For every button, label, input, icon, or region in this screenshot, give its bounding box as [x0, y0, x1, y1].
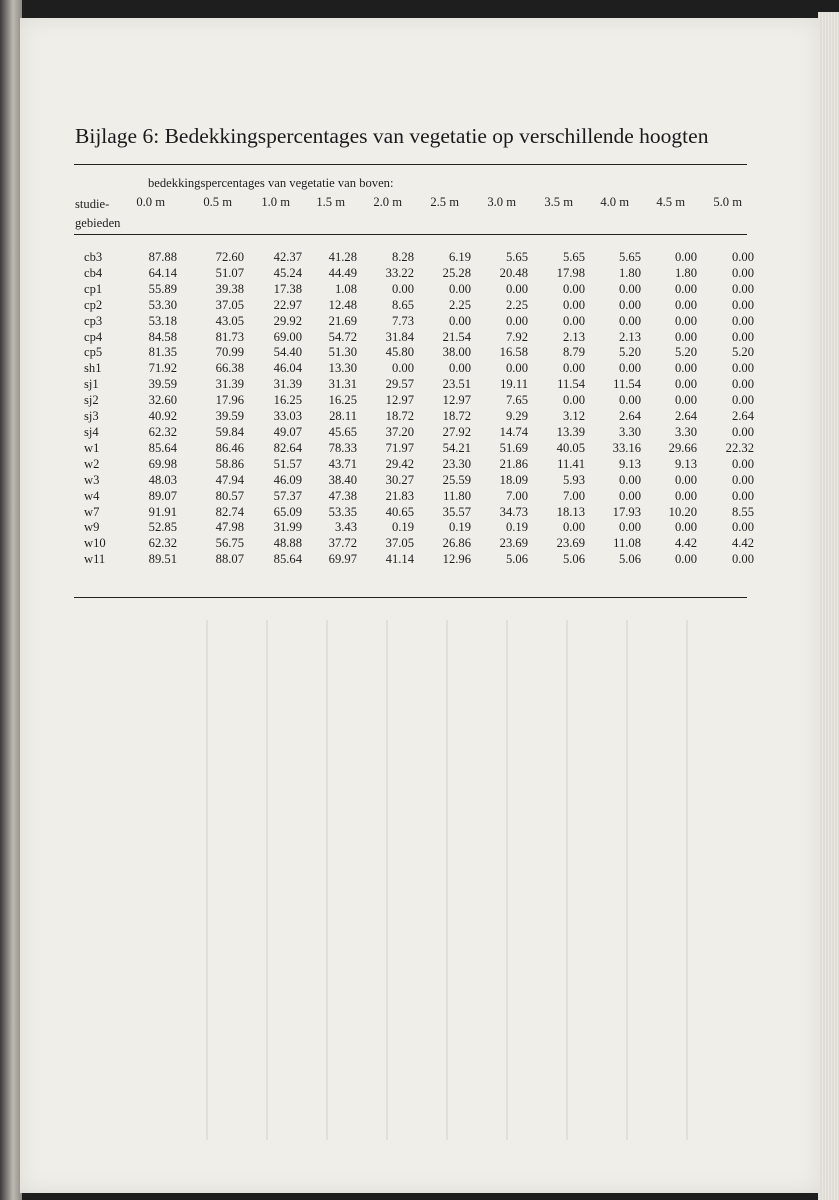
table-cell: 17.38	[273, 281, 302, 296]
coverage-table	[74, 250, 754, 568]
column-header: 1.5 m	[316, 195, 345, 209]
table-cell: 0.00	[562, 520, 585, 535]
table-cell: 51.30	[328, 345, 357, 360]
table-cell: 33.03	[273, 409, 302, 424]
column-header: 1.0 m	[261, 195, 290, 209]
row-name: sj2	[84, 393, 99, 408]
row-name: sj4	[84, 424, 99, 439]
table-cell: 59.84	[215, 424, 244, 439]
table-cell: 9.29	[505, 409, 528, 424]
table-cell: 5.06	[618, 552, 641, 567]
table-cell: 0.00	[674, 250, 697, 264]
table-cell: 42.37	[273, 250, 302, 264]
table-cell: 37.72	[328, 536, 357, 551]
table-cell: 65.09	[273, 504, 302, 519]
row-name: w10	[84, 536, 106, 551]
row-header-line2: gebieden	[75, 216, 121, 230]
table-cell: 21.54	[442, 329, 471, 344]
row-name: w4	[84, 488, 100, 503]
table-row	[74, 393, 754, 409]
table-cell: 32.60	[148, 393, 177, 408]
table-bottom-rule	[74, 597, 747, 598]
table-cell: 12.48	[328, 297, 357, 312]
table-cell: 5.20	[618, 345, 641, 360]
table-cell: 69.00	[273, 329, 302, 344]
table-cell: 39.59	[148, 377, 177, 392]
table-cell: 0.00	[562, 281, 585, 296]
table-cell: 10.20	[668, 504, 697, 519]
table-cell: 3.30	[674, 424, 697, 439]
table-cell: 0.00	[731, 456, 754, 471]
table-row	[74, 425, 754, 441]
column-header: 4.5 m	[656, 195, 685, 209]
table-cell: 78.33	[328, 440, 357, 455]
previous-page-edge	[0, 0, 22, 1200]
table-cell: 29.92	[273, 313, 302, 328]
column-header: 5.0 m	[713, 195, 742, 209]
table-cell: 0.00	[731, 377, 754, 392]
table-cell: 4.42	[674, 536, 697, 551]
table-cell: 0.00	[731, 265, 754, 280]
table-cell: 25.59	[442, 472, 471, 487]
table-cell: 0.00	[618, 281, 641, 296]
table-cell: 0.00	[448, 313, 471, 328]
table-cell: 0.19	[391, 520, 414, 535]
table-cell: 62.32	[148, 536, 177, 551]
table-cell: 0.00	[618, 488, 641, 503]
table-cell: 29.42	[385, 456, 414, 471]
row-name: cp3	[84, 313, 103, 328]
table-cell: 43.05	[215, 313, 244, 328]
table-cell: 0.00	[674, 377, 697, 392]
table-cell: 11.54	[557, 377, 585, 392]
table-cell: 5.06	[505, 552, 528, 567]
table-row	[74, 489, 754, 505]
table-cell: 1.80	[674, 265, 697, 280]
table-cell: 0.00	[505, 313, 528, 328]
table-cell: 54.40	[273, 345, 302, 360]
row-name: cp2	[84, 297, 103, 312]
table-cell: 20.48	[499, 265, 528, 280]
table-cell: 11.08	[613, 536, 641, 551]
table-cell: 0.00	[731, 313, 754, 328]
table-cell: 5.20	[674, 345, 697, 360]
table-row	[74, 505, 754, 521]
table-row	[74, 266, 754, 282]
table-row	[74, 282, 754, 298]
table-cell: 38.40	[328, 472, 357, 487]
table-cell: 0.00	[731, 520, 754, 535]
column-header: 3.5 m	[544, 195, 573, 209]
table-cell: 0.00	[731, 250, 754, 264]
table-cell: 71.92	[148, 361, 177, 376]
table-cell: 21.83	[385, 488, 414, 503]
table-cell: 41.28	[328, 250, 357, 264]
table-cell: 53.35	[328, 504, 357, 519]
column-header: 0.5 m	[203, 195, 232, 209]
table-cell: 0.00	[731, 361, 754, 376]
table-cell: 87.88	[148, 250, 177, 264]
table-cell: 44.49	[328, 265, 357, 280]
table-cell: 38.00	[442, 345, 471, 360]
table-cell: 31.31	[328, 377, 357, 392]
table-cell: 85.64	[148, 440, 177, 455]
table-cell: 17.93	[612, 504, 641, 519]
table-cell: 0.00	[618, 313, 641, 328]
table-cell: 0.00	[674, 313, 697, 328]
table-cell: 31.39	[273, 377, 302, 392]
table-cell: 0.19	[505, 520, 528, 535]
table-top-rule	[74, 164, 747, 165]
table-cell: 46.09	[273, 472, 302, 487]
table-cell: 40.92	[148, 409, 177, 424]
table-cell: 0.00	[674, 297, 697, 312]
table-cell: 51.69	[499, 440, 528, 455]
row-name: w9	[84, 520, 100, 535]
table-cell: 23.30	[442, 456, 471, 471]
table-cell: 48.88	[273, 536, 302, 551]
table-cell: 1.08	[334, 281, 357, 296]
table-cell: 3.12	[562, 409, 585, 424]
table-cell: 8.28	[391, 250, 414, 264]
table-cell: 0.00	[674, 552, 697, 567]
table-cell: 57.37	[273, 488, 302, 503]
table-cell: 31.84	[385, 329, 414, 344]
table-cell: 19.11	[500, 377, 528, 392]
table-cell: 7.73	[391, 313, 414, 328]
table-cell: 16.25	[328, 393, 357, 408]
table-cell: 53.30	[148, 297, 177, 312]
table-cell: 22.32	[725, 440, 754, 455]
table-cell: 89.07	[148, 488, 177, 503]
table-cell: 18.09	[499, 472, 528, 487]
table-cell: 0.00	[618, 520, 641, 535]
table-cell: 0.19	[448, 520, 471, 535]
table-cell: 2.64	[674, 409, 697, 424]
table-cell: 0.00	[562, 393, 585, 408]
table-cell: 6.19	[448, 250, 471, 264]
table-row	[74, 314, 754, 330]
table-cell: 2.13	[618, 329, 641, 344]
table-cell: 71.97	[385, 440, 414, 455]
table-cell: 12.97	[442, 393, 471, 408]
table-cell: 18.72	[442, 409, 471, 424]
table-cell: 70.99	[215, 345, 244, 360]
table-cell: 5.65	[618, 250, 641, 264]
table-cell: 4.42	[731, 536, 754, 551]
table-cell: 0.00	[674, 472, 697, 487]
table-cell: 80.57	[215, 488, 244, 503]
table-cell: 31.39	[215, 377, 244, 392]
row-name: cp5	[84, 345, 103, 360]
table-cell: 2.13	[562, 329, 585, 344]
table-cell: 0.00	[505, 361, 528, 376]
table-cell: 0.00	[731, 552, 754, 567]
table-cell: 47.38	[328, 488, 357, 503]
table-cell: 34.73	[499, 504, 528, 519]
table-cell: 40.65	[385, 504, 414, 519]
table-cell: 0.00	[731, 393, 754, 408]
table-cell: 54.72	[328, 329, 357, 344]
table-cell: 0.00	[674, 393, 697, 408]
table-cell: 56.75	[215, 536, 244, 551]
table-row	[74, 377, 754, 393]
table-cell: 28.11	[329, 409, 357, 424]
table-row	[74, 250, 754, 266]
table-cell: 0.00	[618, 472, 641, 487]
row-name: cp4	[84, 329, 103, 344]
page-title: Bijlage 6: Bedekkingspercentages van vegetatie op verschillende hoogten	[75, 124, 709, 148]
table-cell: 49.07	[273, 424, 302, 439]
table-cell: 81.35	[148, 345, 177, 360]
table-row	[74, 536, 754, 552]
table-cell: 9.13	[618, 456, 641, 471]
table-row	[74, 552, 754, 568]
table-cell: 0.00	[674, 329, 697, 344]
table-cell: 45.24	[273, 265, 302, 280]
table-cell: 11.54	[613, 377, 641, 392]
table-cell: 25.28	[442, 265, 471, 280]
table-cell: 43.71	[328, 456, 357, 471]
table-subheading: bedekkingspercentages van vegetatie van boven:	[148, 176, 394, 190]
table-row	[74, 298, 754, 314]
table-cell: 69.97	[328, 552, 357, 567]
table-cell: 8.55	[731, 504, 754, 519]
table-cell: 11.80	[443, 488, 471, 503]
table-cell: 47.98	[215, 520, 244, 535]
table-cell: 12.97	[385, 393, 414, 408]
table-cell: 86.46	[215, 440, 244, 455]
table-cell: 12.96	[442, 552, 471, 567]
table-cell: 82.64	[273, 440, 302, 455]
row-name: sh1	[84, 361, 102, 376]
table-cell: 0.00	[562, 313, 585, 328]
table-cell: 53.18	[148, 313, 177, 328]
row-name: w11	[84, 552, 106, 567]
table-cell: 0.00	[448, 281, 471, 296]
table-row	[74, 409, 754, 425]
table-cell: 0.00	[618, 297, 641, 312]
table-cell: 64.14	[148, 265, 177, 280]
column-header: 2.5 m	[430, 195, 459, 209]
table-cell: 26.86	[442, 536, 471, 551]
row-name: w2	[84, 456, 100, 471]
table-cell: 18.72	[385, 409, 414, 424]
table-row	[74, 330, 754, 346]
row-name: cb3	[84, 250, 103, 264]
table-row	[74, 345, 754, 361]
table-cell: 13.30	[328, 361, 357, 376]
table-cell: 37.05	[215, 297, 244, 312]
column-header: 3.0 m	[487, 195, 516, 209]
column-header: 2.0 m	[373, 195, 402, 209]
table-cell: 0.00	[731, 281, 754, 296]
table-row	[74, 441, 754, 457]
table-cell: 21.86	[499, 456, 528, 471]
table-cell: 66.38	[215, 361, 244, 376]
page-stack-edges	[818, 12, 839, 1200]
table-cell: 72.60	[215, 250, 244, 264]
table-cell: 31.99	[273, 520, 302, 535]
table-cell: 1.80	[618, 265, 641, 280]
table-cell: 82.74	[215, 504, 244, 519]
table-cell: 0.00	[674, 488, 697, 503]
table-cell: 2.25	[448, 297, 471, 312]
table-cell: 0.00	[391, 281, 414, 296]
table-cell: 7.92	[505, 329, 528, 344]
table-cell: 58.86	[215, 456, 244, 471]
row-name: sj1	[84, 377, 99, 392]
table-cell: 81.73	[215, 329, 244, 344]
table-cell: 35.57	[442, 504, 471, 519]
table-cell: 7.65	[505, 393, 528, 408]
table-cell: 8.65	[391, 297, 414, 312]
table-cell: 13.39	[556, 424, 585, 439]
table-cell: 9.13	[674, 456, 697, 471]
table-cell: 17.98	[556, 265, 585, 280]
table-cell: 3.30	[618, 424, 641, 439]
table-cell: 7.00	[562, 488, 585, 503]
table-row	[74, 457, 754, 473]
table-cell: 5.06	[562, 552, 585, 567]
header-bottom-rule	[74, 234, 747, 235]
table-cell: 0.00	[505, 281, 528, 296]
table-cell: 0.00	[731, 424, 754, 439]
table-cell: 46.04	[273, 361, 302, 376]
row-name: cb4	[84, 265, 103, 280]
table-cell: 37.05	[385, 536, 414, 551]
table-cell: 52.85	[148, 520, 177, 535]
row-name: w7	[84, 504, 100, 519]
table-row	[74, 361, 754, 377]
table-cell: 5.65	[562, 250, 585, 264]
table-cell: 11.41	[557, 456, 585, 471]
table-cell: 0.00	[562, 297, 585, 312]
table-cell: 2.64	[731, 409, 754, 424]
table-cell: 45.80	[385, 345, 414, 360]
table-cell: 0.00	[674, 520, 697, 535]
table-cell: 16.58	[499, 345, 528, 360]
table-cell: 5.65	[505, 250, 528, 264]
row-name: w1	[84, 440, 100, 455]
table-cell: 0.00	[618, 393, 641, 408]
table-cell: 29.66	[668, 440, 697, 455]
table-cell: 40.05	[556, 440, 585, 455]
column-header: 0.0 m	[136, 195, 165, 209]
table-cell: 30.27	[385, 472, 414, 487]
table-cell: 69.98	[148, 456, 177, 471]
table-cell: 0.00	[618, 361, 641, 376]
table-cell: 0.00	[562, 361, 585, 376]
table-cell: 8.79	[562, 345, 585, 360]
table-cell: 51.07	[215, 265, 244, 280]
table-cell: 18.13	[556, 504, 585, 519]
table-cell: 17.96	[215, 393, 244, 408]
table-cell: 33.22	[385, 265, 414, 280]
table-cell: 23.51	[442, 377, 471, 392]
table-cell: 14.74	[499, 424, 528, 439]
table-cell: 22.97	[273, 297, 302, 312]
table-cell: 5.93	[562, 472, 585, 487]
table-cell: 27.92	[442, 424, 471, 439]
table-cell: 0.00	[731, 472, 754, 487]
table-cell: 91.91	[148, 504, 177, 519]
row-header-line1: studie-	[75, 197, 110, 211]
table-cell: 0.00	[448, 361, 471, 376]
table-cell: 29.57	[385, 377, 414, 392]
table-cell: 47.94	[215, 472, 244, 487]
table-cell: 55.89	[148, 281, 177, 296]
table-cell: 88.07	[215, 552, 244, 567]
table-cell: 0.00	[731, 297, 754, 312]
table-cell: 0.00	[674, 281, 697, 296]
table-cell: 0.00	[731, 329, 754, 344]
table-cell: 7.00	[505, 488, 528, 503]
table-cell: 2.64	[618, 409, 641, 424]
table-cell: 62.32	[148, 424, 177, 439]
table-cell: 39.38	[215, 281, 244, 296]
table-cell: 23.69	[556, 536, 585, 551]
table-cell: 33.16	[612, 440, 641, 455]
table-cell: 0.00	[731, 488, 754, 503]
table-cell: 39.59	[215, 409, 244, 424]
row-name: sj3	[84, 409, 99, 424]
row-name: w3	[84, 472, 100, 487]
table-cell: 45.65	[328, 424, 357, 439]
column-header: 4.0 m	[600, 195, 629, 209]
table-cell: 51.57	[273, 456, 302, 471]
table-cell: 2.25	[505, 297, 528, 312]
table-cell: 89.51	[148, 552, 177, 567]
table-cell: 0.00	[391, 361, 414, 376]
table-cell: 16.25	[273, 393, 302, 408]
table-cell: 37.20	[385, 424, 414, 439]
table-cell: 54.21	[442, 440, 471, 455]
table-cell: 23.69	[499, 536, 528, 551]
table-cell: 3.43	[334, 520, 357, 535]
table-row	[74, 520, 754, 536]
row-header	[75, 195, 120, 233]
table-cell: 0.00	[674, 361, 697, 376]
table-cell: 41.14	[385, 552, 414, 567]
table-cell: 85.64	[273, 552, 302, 567]
table-cell: 48.03	[148, 472, 177, 487]
table-cell: 21.69	[328, 313, 357, 328]
table-row	[74, 473, 754, 489]
table-cell: 5.20	[731, 345, 754, 360]
table-cell: 84.58	[148, 329, 177, 344]
row-name: cp1	[84, 281, 103, 296]
